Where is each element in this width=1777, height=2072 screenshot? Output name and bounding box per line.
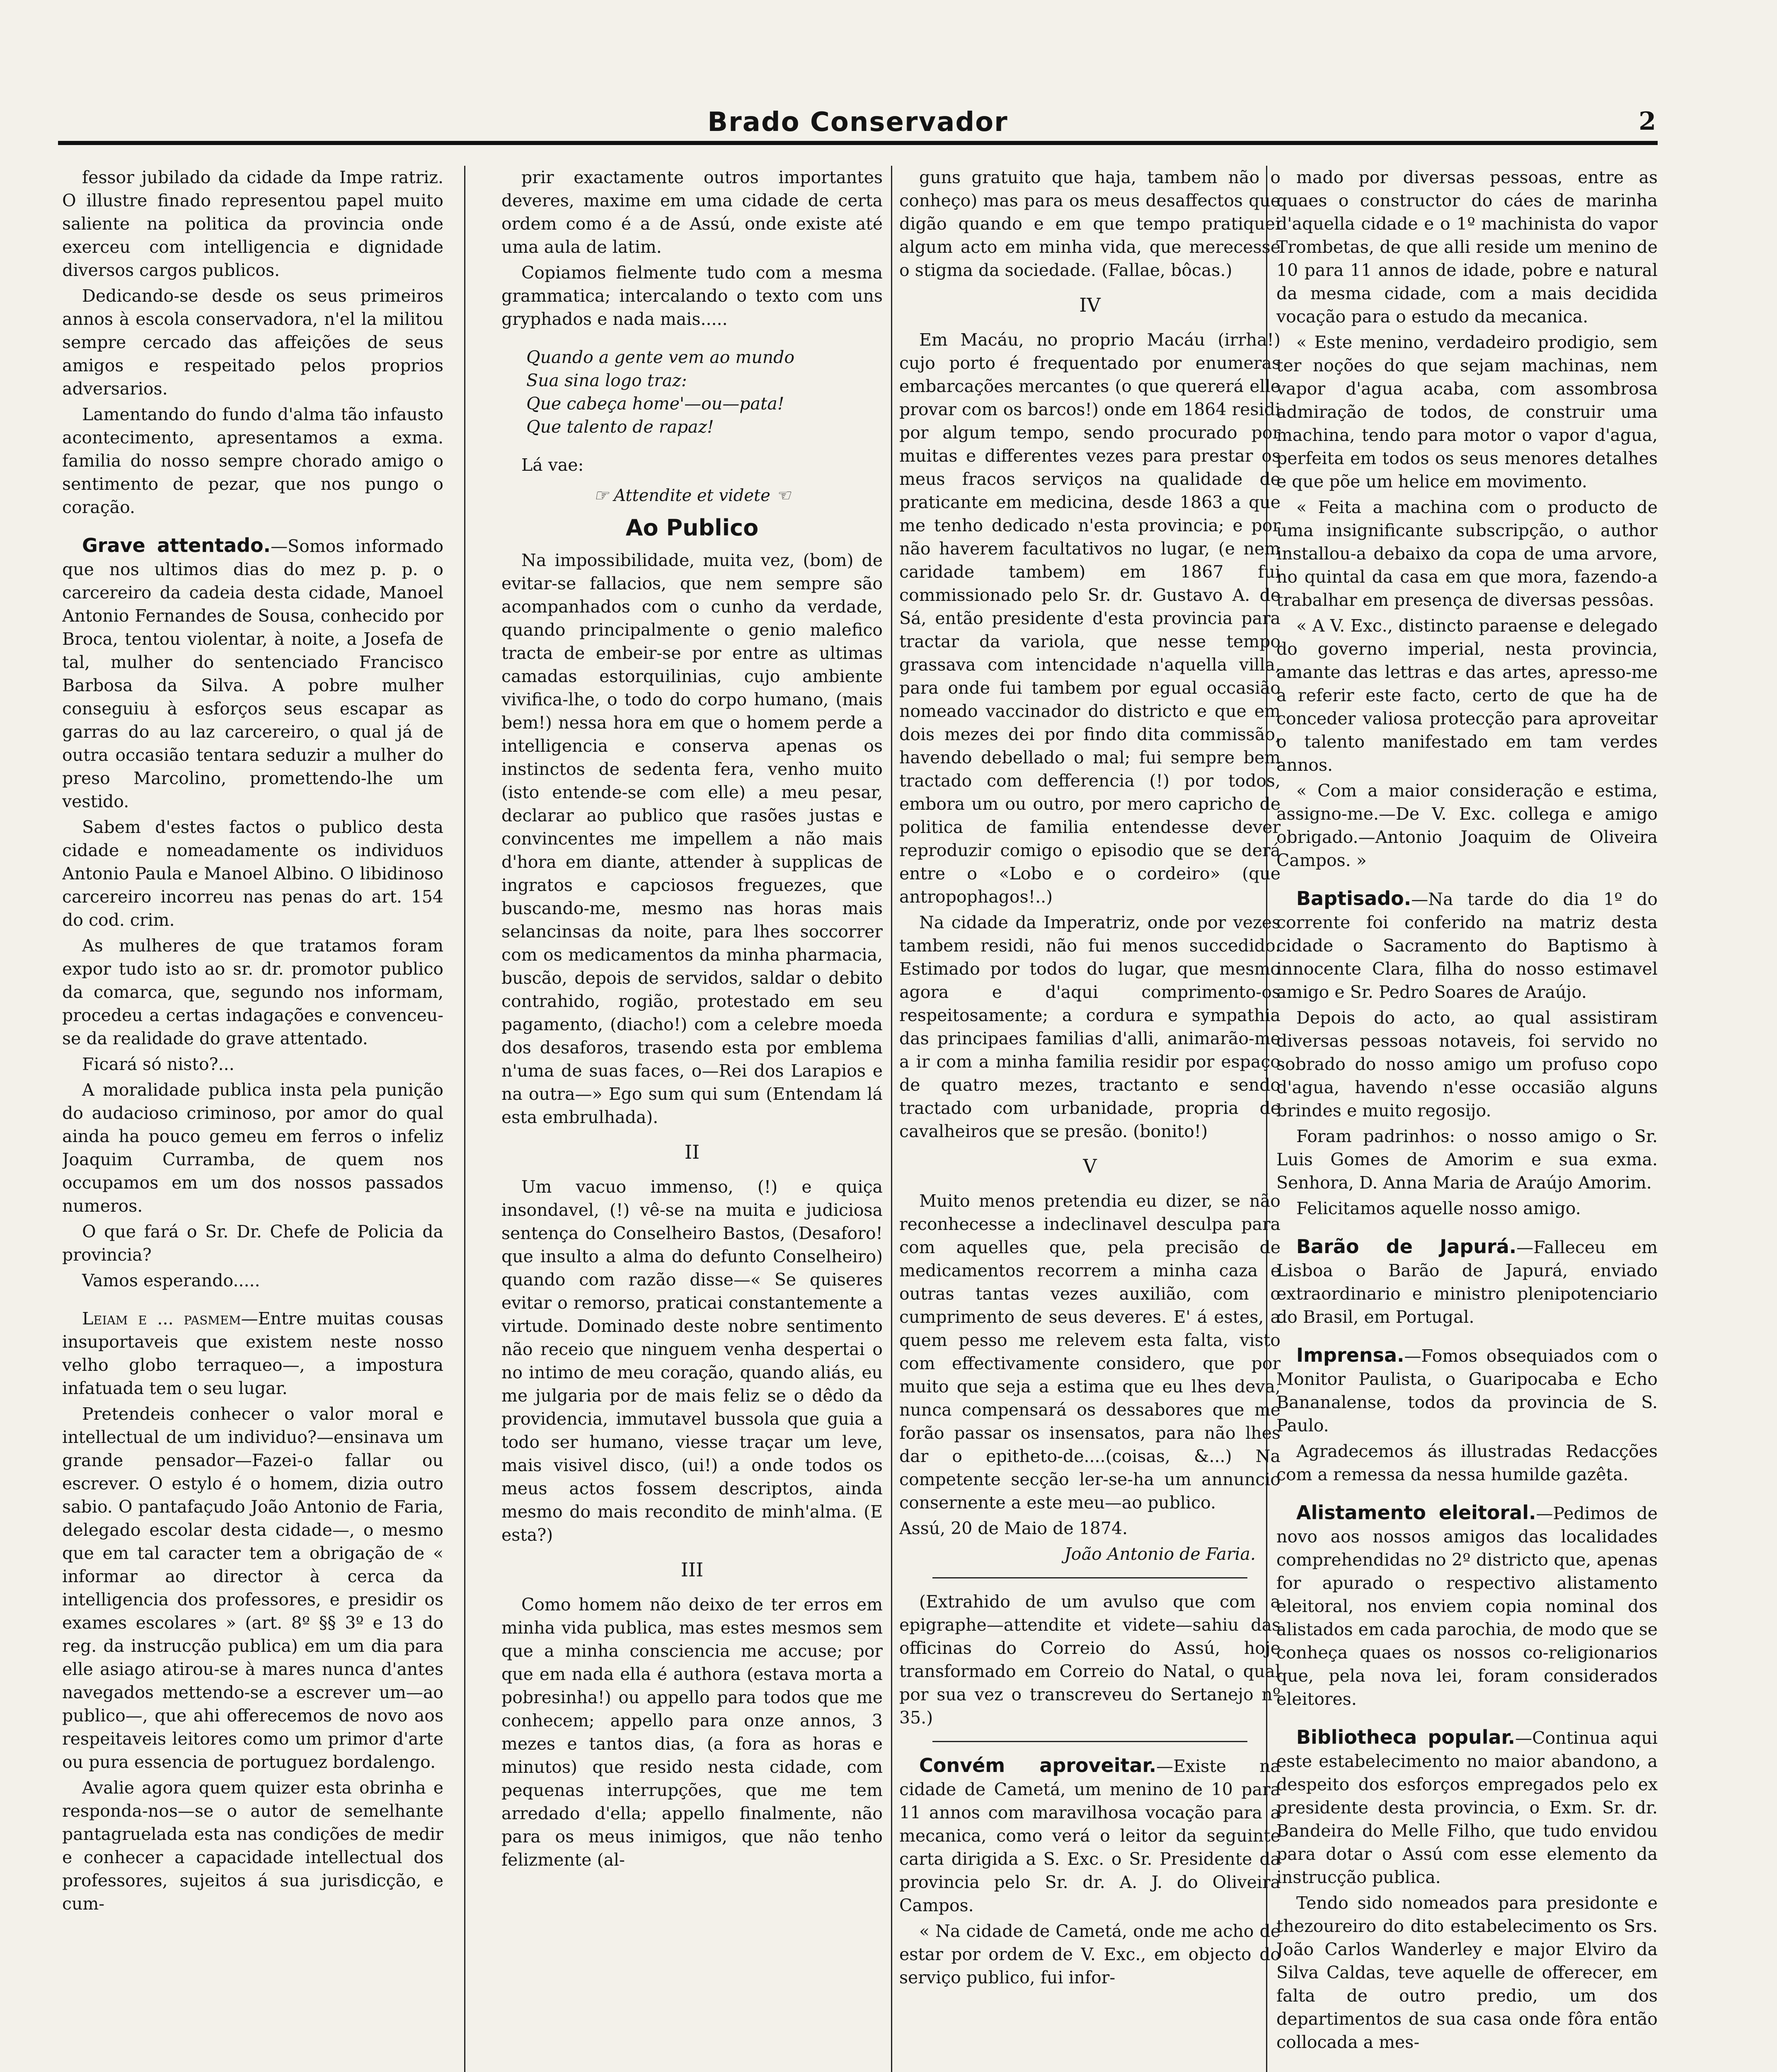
article-bibliotheca <box>1276 1726 1658 1889</box>
article-alistamento <box>1276 1501 1658 1711</box>
headline-imprensa: Imprensa. <box>1296 1344 1404 1366</box>
section-number: IV <box>1079 294 1101 316</box>
editorial-note: (Extrahido de um avulso que com a epigraphe—attendite et videte—sahiu das officinas do Correio do Assú, hoje transformado em Correio do Natal, o qual por sua vez o transcreveu do Sertanejo nº 35.) <box>899 1592 1281 1728</box>
article-text: —Existe na cidade de Cametá, um menino de 10 para 11 annos com maravilhosa vocação para a mecanica, como verá o leitor da seguinte carta dirigida a S. Exc. o Sr. Presidente da provincia pelo Sr. dr. A. J. do Oliveira Campos. <box>899 1756 1281 1915</box>
signature: João Antonio de Faria. <box>1064 1544 1256 1564</box>
article-text: Na cidade da Imperatriz, onde por vezes tambem residi, não fui menos succedido. Estimado por todos do lugar, que mesmo agora e d'aqui comprimento-os respeitosamente; a cordura e sympathia das principaes familias d'alli, animarão-me a ir com a minha familia residir por espaço de quatro mezes, tractanto e sendo tractado com urbanidade, propria de cavalheiros que se presão. (bonito!) <box>899 913 1281 1141</box>
article-text: —Pedimos de novo aos nossos amigos das localidades comprehendidas no 2º districto que, apenas for apurado o respectivo alistamento eleitoral, nos enviem copia nominal dos alistados em cada parochia, de modo que se conheça quaes os nossos co-religionarios que, pela nova lei, foram considerados eleitores. <box>1276 1503 1658 1709</box>
verse-line: Que cabeça home'—ou—pata! <box>526 394 784 414</box>
article-text: mado por diversas pessoas, entre as quaes o constructor do cáes de marinha d'aquella cidade e o 1º machinista do vapor Trombetas, de que alli reside um menino de 10 para 11 annos de idade, pobre e natural da mesma cidade, com a mais decidida vocação para o estudo da mecanica. <box>1276 167 1658 327</box>
column-divider <box>891 166 892 2072</box>
verse-line: Que talento de rapaz! <box>526 417 714 437</box>
column-divider <box>464 166 465 2072</box>
verse-line: Sua sina logo traz: <box>526 370 687 390</box>
headline-convem-aproveitar: Convém aproveitar. <box>919 1754 1157 1777</box>
headline-ao-publico: Ao Publico <box>625 515 759 541</box>
article-convem <box>899 1754 1281 1917</box>
headline-leiam: Leiam e ... pasmem <box>82 1309 241 1329</box>
article-text: As mulheres de que tratamos foram expor tudo isto ao sr. dr. promotor publico da comarca, que, segundo nos informam, procedeu a certas indagações e convenceu-se da realidade do grave attentado. <box>62 936 443 1048</box>
dateline: Assú, 20 de Maio de 1874. <box>899 1518 1128 1538</box>
section-number: III <box>680 1559 704 1581</box>
column-4 <box>1276 166 1658 2072</box>
article-text: Na impossibilidade, muita vez, (bom) de evitar-se fallacios, que nem sempre são acompanhados com o cunho da verdade, quando principalmente o genio malefico tracta de embeir-se por entre as ultimas camadas estorquilinias, cujo ambiente vivifica-lhe, o todo do corpo humano, (mais bem!) nessa hora em que o homem perde a intelligencia e conserva apenas os instinctos de sedenta fera, venho muito (isto entende-se com elle) a meu pesar, declarar ao publico que rasões justas e convincentes me impellem a não mais d'hora em diante, attender à supplicas de ingratos e capciosos freguezes, que buscando-me, mesmo nas horas mais selancinsas da noite, para lhes soccorrer com os medicamentos da minha pharmacia, buscão, depois de servidos, saldar o debito contrahido, rogião, protestado em seu pagamento, (diacho!) com a celebre moeda dos desaforos, trasendo esta por emblema n'uma de suas faces, o—Rei dos Larapios e na outra—» Ego sum qui sum (Entendam lá esta embrulhada). <box>501 550 883 1127</box>
masthead <box>58 104 1658 145</box>
article-text: Agradecemos ás illustradas Redacções com a remessa da nessa humilde gazêta. <box>1276 1441 1658 1484</box>
column-3 <box>899 166 1281 2072</box>
headline-grave-attentado: Grave attentado. <box>82 534 271 557</box>
article-text: « Feita a machina com o producto de uma insignificante subscripção, o author installou-a debaixo da copa de uma arvore, no quintal da casa em que mora, fazendo-a trabalhar em presença de diversas pessôas. <box>1276 497 1658 610</box>
article-text: Um vacuo immenso, (!) e quiça insondavel, (!) vê-se na muita e judiciosa sentença do Conselheiro Bastos, (Desaforo! que insulto a alma do defunto Conselheiro) quando com razão disse—« Se quiseres evitar o remorso, praticai constantemente a virtude. Dominado deste nobre sentimento não receio que ninguem venha despertai o no intimo de meu coração, quando aliás, eu me julgaria por de mais feliz se o dêdo da providencia, immutavel bussola que guia a todo ser humano, viesse traçar um leve, mais visivel disco, (ui!) a onde todos os meus actos fossem descriptos, ainda mesmo do mais recondito de minh'alma. (E esta?) <box>501 1177 883 1545</box>
motto: ☞ Attendite et videte ☜ <box>593 486 791 505</box>
section-divider <box>932 1577 1247 1578</box>
article-leiam <box>62 1307 443 1400</box>
article-text: A moralidade publica insta pela punição do audacioso criminoso, por amor do qual ainda ha pouco gemeu em ferros o infeliz Joaquim Curramba, de quem nos occupamos em um dos nossos passados numeros. <box>62 1080 443 1216</box>
article-text: Em Macáu, no proprio Macáu (irrha!) cujo porto é frequentado por enumeras embarcações mercantes (o que quererá elle provar com os barcos!) onde em 1864 residi por algum tempo, sendo procurado por muitas e differentes vezes para prestar os meus fracos serviços na qualidade de praticante em medicina, desde 1863 a que me tenho dedicado n'esta provincia; e por não haverem facultativos no lugar, (e nem caridade tambem) em 1867 fui commissionado pelo Sr. dr. Gustavo A. de Sá, então presidente d'esta provincia para tractar da variola, que nesse tempo grassava com intencidade n'aquella villa, para onde fui tambem por egual occasião nomeado vaccinador do districto e que em dois mezes dei por findo dita commissão, havendo debellado o mal; fui sempre bem tractado com defferencia (!) por todos, embora um ou outro, por mero capricho de politica de familia entendesse dever reproduzir comigo o episodio que se derá entre o «Lobo e o cordeiro» (que antropophagos!..) <box>899 330 1281 907</box>
article-text: Tendo sido nomeados para presidonte e thezoureiro do dito estabelecimento os Srs. João Carlos Wanderley e major Elviro da Silva Caldas, teve aquelle de offerecer, em falta de outro predio, um dos departimentos de sua casa onde fôra então collocada a mes- <box>1276 1893 1658 2052</box>
headline-alistamento-eleitoral: Alistamento eleitoral. <box>1296 1501 1536 1524</box>
article-text: guns gratuito que haja, tambem não o conheço) mas para os meus desaffectos que digão quando e em que tempo pratiquei algum acto em minha vida, que merecesse o stigma da sociedade. (Fallae, bôcas.) <box>899 167 1281 280</box>
column-1 <box>62 166 443 2072</box>
article-text: « Na cidade de Cametá, onde me acho de estar por ordem de V. Exc., em objecto do serviço publico, fui infor- <box>899 1921 1281 1987</box>
verse-line: Quando a gente vem ao mundo <box>526 347 795 367</box>
article-text: Avalie agora quem quizer esta obrinha e responda-nos—se o autor de semelhante pantagruelada esta nas condições de medir e conhecer a capacidade intellectual dos professores, sujeitos á sua jurisdicção, e cum- <box>62 1778 443 1914</box>
article-text: Pretendeis conhecer o valor moral e intellectual de um individuo?—ensinava um grande pensador—Fazei-o fallar ou escrever. O estylo é o homem, dizia outro sabio. O pantafaçudo João Antonio de Faria, delegado escolar desta cidade—, o mesmo que em tal caracter tem a obrigação de « informar ao director à cerca da intelligencia dos professores, e presidir os exames escolares » (art. 8º §§ 3º e 13 do reg. da instrucção publica) em um dia para elle asiago atirou-se à mares nunca d'antes navegados mettendo-se a escrever um—ao publico—, que ahi offerecemos de novo aos respeitaveis leitores como um primor d'arte ou pura essencia de portuguez bordalengo. <box>62 1404 443 1772</box>
headline-barao-de-japura: Barão de Japurá. <box>1296 1235 1517 1258</box>
article-text: —Falleceu em Lisboa o Barão de Japurá, enviado extraordinario e ministro plenipotenciario do Brasil, em Portugal. <box>1276 1237 1658 1327</box>
section-number: II <box>684 1141 700 1163</box>
article-text: Muito menos pretendia eu dizer, se não reconhecesse a indeclinavel desculpa para com aquelles que, pela precisão de medicamentos recorrem a minha caza e outras tantas vezes auxilião, com o cumprimento de seus deveres. E' á estes, a quem pesso me relevem esta falta, visto com effectivamente considero, que por muito que seja a estima que eu lhes deva, nunca compensará os dessabores que me forão passar os insensatos, para não lhes dar o epitheto-de....(coisas, &...) Na competente secção ler-se-ha um annuncio consernente a este meu—ao publico. <box>899 1191 1281 1513</box>
article-text: Felicitamos aquelle nosso amigo. <box>1296 1198 1581 1218</box>
newspaper-title: Brado Conservador <box>707 107 1008 138</box>
article-text: Copiamos fielmente tudo com a mesma grammatica; intercalando o texto com uns gryphados e nada mais..... <box>501 263 883 329</box>
article-text: Lá vae: <box>521 455 584 475</box>
hand-left-icon: ☞ <box>593 486 614 505</box>
article-text: « A V. Exc., distincto paraense e delegado do governo imperial, nesta provincia, amante das lettras e das artes, apresso-me a referir este facto, certo de que ha de conceder valiosa protecção para aproveitar o talento manifestado em tam verdes annos. <box>1276 616 1658 775</box>
section-divider <box>932 1741 1247 1742</box>
article-text: —Fomos obsequiados com o Monitor Paulista, o Guaripocaba e Echo Bananalense, todos da provincia de S. Paulo. <box>1276 1346 1658 1435</box>
article-text: Depois do acto, ao qual assistiram diversas pessoas notaveis, foi servido no sobrado do nosso amigo um profuso copo d'agua, havendo n'esse occasião alguns brindes e muito regosijo. <box>1276 1008 1658 1121</box>
article-text: Ficará só nisto?... <box>82 1054 235 1074</box>
article-text: —Na tarde do dia 1º do corrente foi conferido na matriz desta cidade o Sacramento do Baptismo à innocente Clara, filha do nosso estimavel amigo e Sr. Pedro Soares de Araújo. <box>1276 889 1658 1002</box>
page-number: 2 <box>1639 107 1656 136</box>
article-text: Foram padrinhos: o nosso amigo o Sr. Luis Gomes de Amorim e sua exma. Senhora, D. Anna Maria de Araújo Amorim. <box>1276 1126 1658 1193</box>
headline-bibliotheca-popular: Bibliotheca popular. <box>1296 1726 1516 1748</box>
article-text: —Continua aqui este estabelecimento no maior abandono, a despeito dos esforços empregados pelo ex presidente desta provincia, o Exm. Sr. dr. Bandeira do Melle Filho, que tudo envidou para dotar o Assú com esse elemento da instrucção publica. <box>1276 1728 1658 1887</box>
article-text: « Com a maior consideração e estima, assigno-me.—De V. Exc. collega e amigo obrigado.—Antonio Joaquim de Oliveira Campos. » <box>1276 781 1658 870</box>
article-baptisado <box>1276 887 1658 1004</box>
obituary-text: Lamentando do fundo d'alma tão infausto acontecimento, apresentamos a exma. familia do nosso sempre chorado amigo o sentimento de pezar, que nos pungo o coração. <box>62 404 443 517</box>
headline-baptisado: Baptisado. <box>1296 887 1411 910</box>
article-text: O que fará o Sr. Dr. Chefe de Policia da provincia? <box>62 1222 443 1265</box>
article-imprensa <box>1276 1343 1658 1437</box>
article-grave-attentado <box>62 534 443 813</box>
article-text: « Este menino, verdadeiro prodigio, sem ter noções do que sejam machinas, nem vapor d'agua acaba, com assombrosa admiração de todos, de construir uma machina, tendo para motor o vapor d'agua, perfeita em todos os seus menores detalhes e que põe um helice em movimento. <box>1276 332 1658 491</box>
article-text: —Somos informado que nos ultimos dias do mez p. p. o carcereiro da cadeia desta cidade, Manoel Antonio Fernandes de Sousa, conhecido por Broca, tentou violentar, à noite, a Josefa de tal, mulher do sentenciado Francisco Barbosa da Silva. A pobre mulher conseguiu à esforços seus escapar as garras do au laz carcereiro, o qual já de outra occasião tentara seduzir a mulher do preso Marcolino, promettendo-lhe um vestido. <box>62 536 443 811</box>
article-text: Sabem d'estes factos o publico desta cidade e nomeadamente os individuos Antonio Paula e Manoel Albino. O libidinoso carcereiro incorreu nas penas do art. 154 do cod. crim. <box>62 817 443 930</box>
article-text: —Entre muitas cousas insuportaveis que existem neste nosso velho globo terraqueo—, a impostura infatuada tem o seu lugar. <box>62 1309 443 1398</box>
column-2 <box>501 166 883 2072</box>
article-text: prir exactamente outros importantes deveres, maxime em uma cidade de certa ordem como é a de Assú, onde existe até uma aula de latim. <box>501 167 883 257</box>
obituary-text: fessor jubilado da cidade da Impe ratriz. O illustre finado representou papel muito saliente na politica da provincia onde exerceu com intelligencia e dignidade diversos cargos publicos. <box>62 167 443 280</box>
hand-right-icon: ☜ <box>770 486 791 505</box>
article-barao <box>1276 1235 1658 1329</box>
obituary-text: Dedicando-se desde os seus primeiros annos à escola conservadora, n'el la militou sempre cercado das affeições de seus amigos e respeitado pelos proprios adversarios. <box>62 286 443 399</box>
section-number: V <box>1083 1155 1097 1177</box>
article-text: Como homem não deixo de ter erros em minha vida publica, mas estes mesmos sem que a minha consciencia me accuse; por que em nada ella é authora (estava morta a pobresinha!) ou appello para todos que me conhecem; appello para onze annos, 3 mezes e tantos dias, (a fora as horas e minutos) que resido nesta cidade, com pequenas interrupções, que me tem arredado d'ella; appello finalmente, não para os meus inimigos, que não tenho felizmente (al- <box>501 1595 883 1870</box>
article-text: Vamos esperando..... <box>82 1271 260 1290</box>
